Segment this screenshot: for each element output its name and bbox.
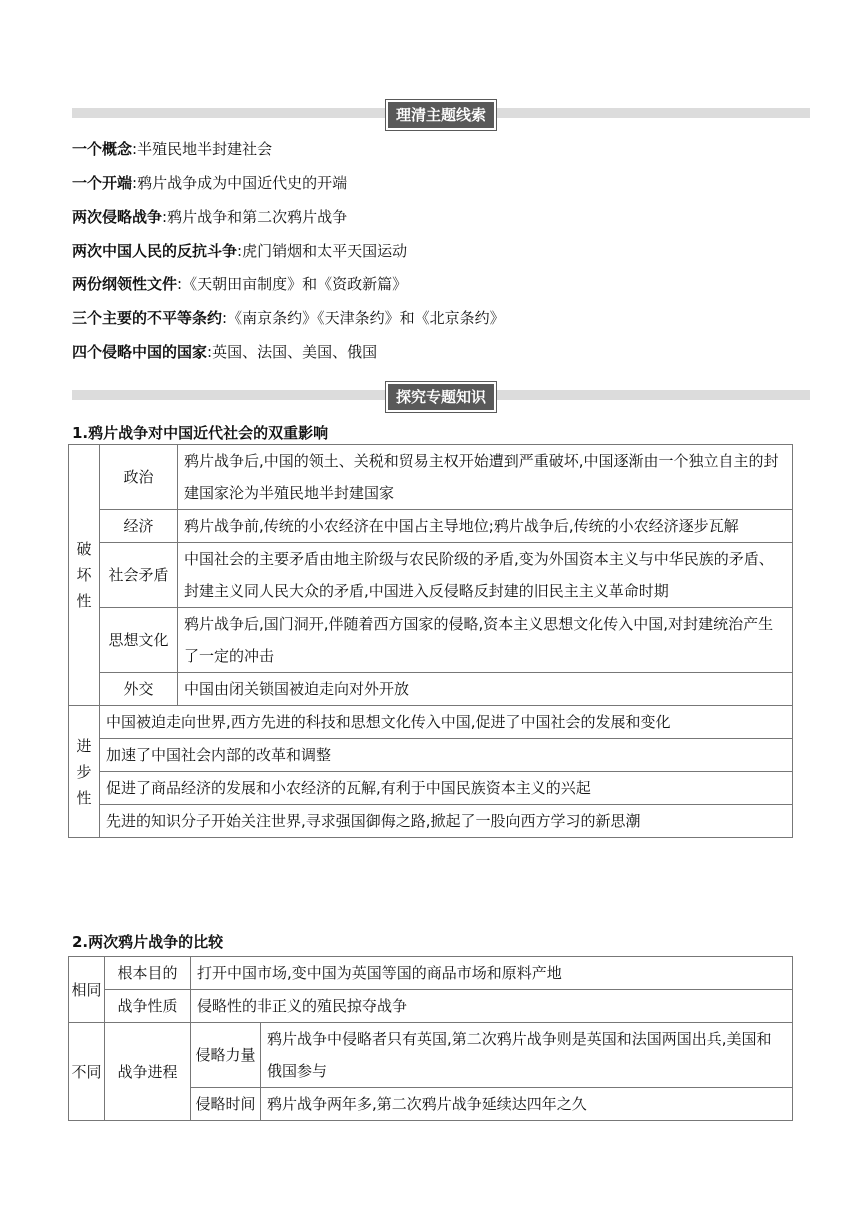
- theme-line: 一个开端:鸦片战争成为中国近代史的开端: [72, 174, 348, 192]
- content-cell: 鸦片战争后,中国的领土、关税和贸易主权开始遭到严重破坏,中国逐渐由一个独立自主的封建国家沦为半殖民地半封建国家: [178, 445, 793, 510]
- section-banner-themes: [72, 106, 810, 124]
- table-row: [69, 739, 793, 772]
- table-row: [69, 805, 793, 838]
- section-banner-knowledge: [72, 388, 810, 406]
- table-row: [69, 510, 793, 543]
- content-cell: 鸦片战争后,国门洞开,伴随着西方国家的侵略,资本主义思想文化传入中国,对封建统治产生了一定的冲击: [178, 608, 793, 673]
- content-cell: 促进了商品经济的发展和小农经济的瓦解,有利于中国民族资本主义的兴起: [100, 772, 793, 805]
- row-group-label: 不同: [69, 1023, 105, 1121]
- content-cell: 中国被迫走向世界,西方先进的科技和思想文化传入中国,促进了中国社会的发展和变化: [100, 706, 793, 739]
- content-cell: 打开中国市场,变中国为英国等国的商品市场和原料产地: [191, 957, 793, 990]
- content-cell: 鸦片战争前,传统的小农经济在中国占主导地位;鸦片战争后,传统的小农经济逐步瓦解: [178, 510, 793, 543]
- impact-table: [68, 444, 793, 838]
- content-cell: 中国由闭关锁国被迫走向对外开放: [178, 673, 793, 706]
- content-cell: 鸦片战争中侵略者只有英国,第二次鸦片战争则是英国和法国两国出兵,美国和俄国参与: [261, 1023, 793, 1088]
- content-cell: 先进的知识分子开始关注世界,寻求强国御侮之路,掀起了一股向西方学习的新思潮: [100, 805, 793, 838]
- aspect-cell: 侵略力量: [191, 1023, 261, 1088]
- theme-line: 四个侵略中国的国家:英国、法国、美国、俄国: [72, 343, 378, 361]
- table-row: [69, 543, 793, 608]
- content-cell: 鸦片战争两年多,第二次鸦片战争延续达四年之久: [261, 1088, 793, 1121]
- aspect-cell: 侵略时间: [191, 1088, 261, 1121]
- table-row: [69, 608, 793, 673]
- table-row: [69, 990, 793, 1023]
- row-group-label: 破坏性: [69, 445, 100, 706]
- content-cell: 加速了中国社会内部的改革和调整: [100, 739, 793, 772]
- theme-line: 两次中国人民的反抗斗争:虎门销烟和太平天国运动: [72, 242, 408, 260]
- aspect-cell: 战争性质: [105, 990, 191, 1023]
- comparison-table: [68, 956, 793, 1121]
- aspect-cell: 思想文化: [100, 608, 178, 673]
- banner-title: 探究专题知识: [386, 382, 496, 412]
- table-row: [69, 673, 793, 706]
- table-row: [69, 772, 793, 805]
- row-group-label: 进步性: [69, 706, 100, 838]
- theme-line: 三个主要的不平等条约:《南京条约》《天津条约》和《北京条约》: [72, 309, 505, 327]
- aspect-cell: 经济: [100, 510, 178, 543]
- theme-line: 两份纲领性文件:《天朝田亩制度》和《资政新篇》: [72, 275, 408, 293]
- table-row: [69, 445, 793, 510]
- table-row: [69, 957, 793, 990]
- section-title: 2.两次鸦片战争的比较: [72, 933, 224, 951]
- aspect-cell: 政治: [100, 445, 178, 510]
- content-cell: 侵略性的非正义的殖民掠夺战争: [191, 990, 793, 1023]
- row-group-label: 相同: [69, 957, 105, 1023]
- table-row: [69, 706, 793, 739]
- aspect-cell: 社会矛盾: [100, 543, 178, 608]
- aspect-cell: 根本目的: [105, 957, 191, 990]
- aspect-cell: 外交: [100, 673, 178, 706]
- theme-line: 一个概念:半殖民地半封建社会: [72, 140, 273, 158]
- banner-title: 理清主题线索: [386, 100, 496, 130]
- group-cell: 战争进程: [105, 1023, 191, 1121]
- section-title: 1.鸦片战争对中国近代社会的双重影响: [72, 424, 329, 442]
- theme-line: 两次侵略战争:鸦片战争和第二次鸦片战争: [72, 208, 348, 226]
- content-cell: 中国社会的主要矛盾由地主阶级与农民阶级的矛盾,变为外国资本主义与中华民族的矛盾、封建主义同人民大众的矛盾,中国进入反侵略反封建的旧民主主义革命时期: [178, 543, 793, 608]
- table-row: [69, 1023, 793, 1088]
